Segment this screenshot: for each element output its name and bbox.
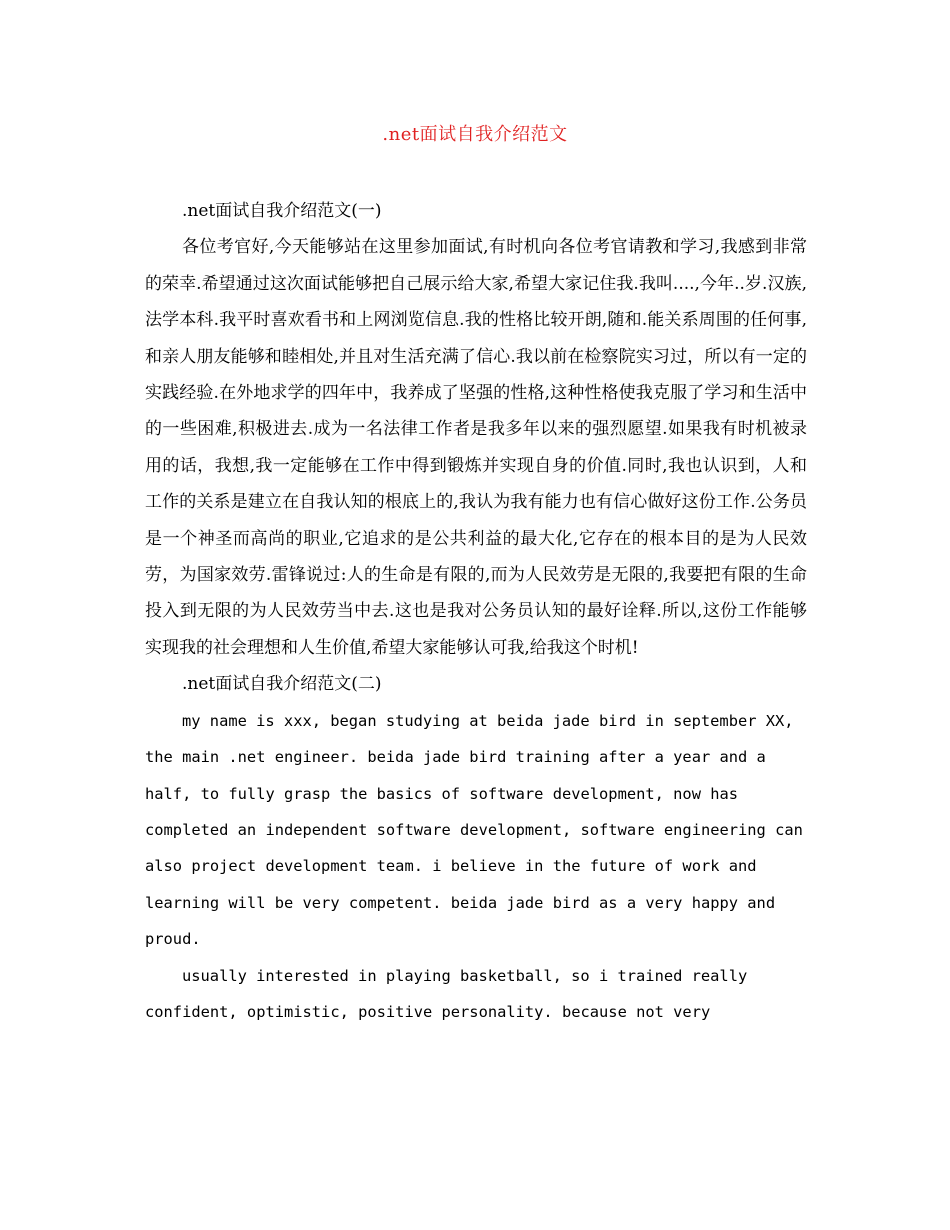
section-2-paragraph-1: my name is xxx, began studying at beida jade bird in september XX, the main .net engineer. beida jade bird training after a year and a half, to fully grasp the basics of software development, now has completed an independent software development, software engineering can also project development team. i believe in the future of work and learning will be very competent. beida jade bird as a very happy and proud. <box>145 711 803 949</box>
section-1-paragraph: 各位考官好,今天能够站在这里参加面试,有时机向各位考官请教和学习,我感到非常的荣幸.希望通过这次面试能够把自己展示给大家,希望大家记住我.我叫....,今年..岁.汉族,法学本科.我平时喜欢看书和上网浏览信息.我的性格比较开朗,随和.能关系周围的任何事,和亲人朋友能够和睦相处,并且对生活充满了信心.我以前在检察院实习过，所以有一定的实践经验.在外地求学的四年中，我养成了坚强的性格,这种性格使我克服了学习和生活中的一些困难,积极进去.成为一名法律工作者是我多年以来的强烈愿望.如果我有时机被录用的话，我想,我一定能够在工作中得到锻炼并实现自身的价值.同时,我也认识到，人和工作的关系是建立在自我认知的根底上的,我认为我有能力也有信心做好这份工作.公务员是一个神圣而高尚的职业,它追求的是公共利益的最大化,它存在的根本目的是为人民效劳，为国家效劳.雷锋说过:人的生命是有限的,而为人民效劳是无限的,我要把有限的生命投入到无限的为人民效劳当中去.这也是我对公务员认知的最好诠释.所以,这份工作能够实现我的社会理想和人生价值,希望大家能够认可我,给我这个时机! <box>145 237 807 658</box>
document-title: .net面试自我介绍范文 <box>382 124 568 145</box>
section-2-paragraph-2: usually interested in playing basketball, so i trained really confident, optimistic, positive personality. because not very <box>145 966 748 1021</box>
section-2-heading: .net面试自我介绍范文(二) <box>182 674 382 695</box>
section-1-heading: .net面试自我介绍范文(一) <box>182 201 382 221</box>
document-body <box>145 193 807 1030</box>
